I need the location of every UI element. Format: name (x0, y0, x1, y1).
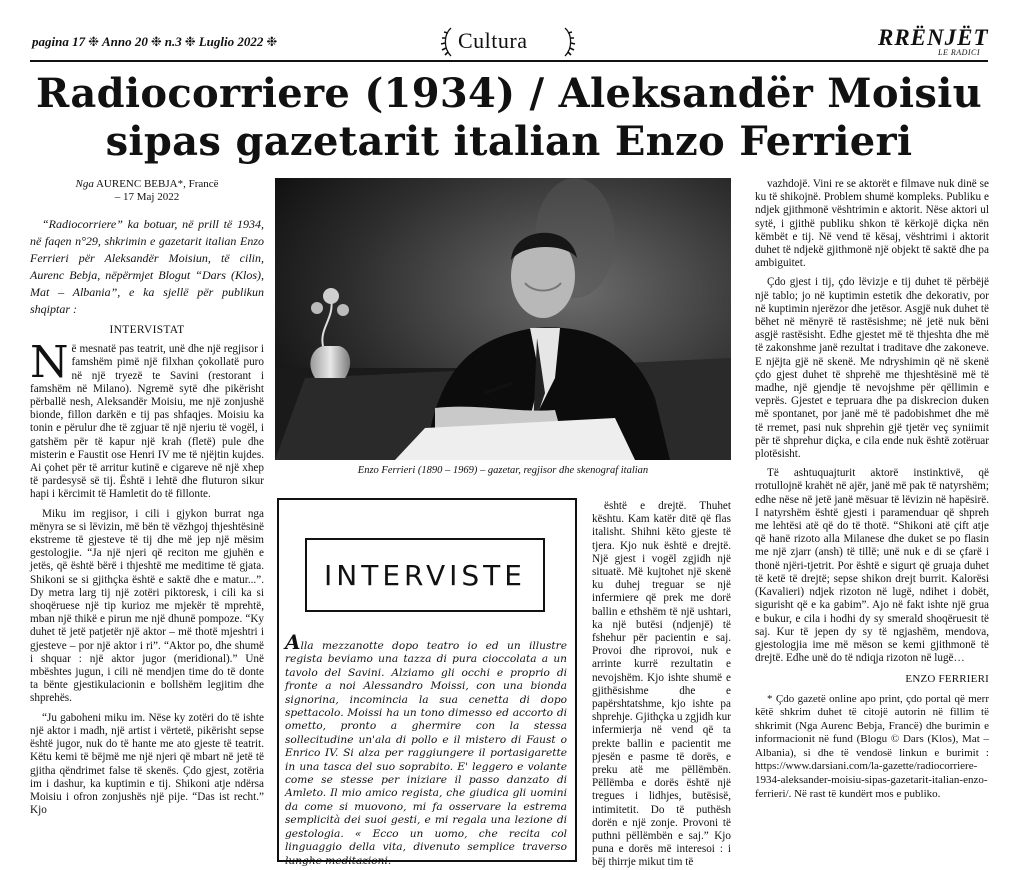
separator-glyph: ❉ (150, 34, 162, 49)
drop-cap: N (30, 337, 69, 389)
laurel-right-icon (562, 26, 576, 58)
year: Anno 20 (102, 34, 148, 49)
clipping-title: INTERVISTE (324, 558, 526, 592)
paragraph: Miku im regjisor, i cili i gjykon burrat nga mënyra se si lëvizin, më bën të vëzhgoj thjeshtësinë ekstreme të gjesteve të tij dhe më jep një mësim gestologjie. “Ja një njeri që reciton me gjuhën e jetës, që është bërë i thjeshtë me meditime të gjata. Shikoni se si gjithçka është e saktë dhe e matur...”. Dy metra larg tij një zotëri piktoresk, i cili ka si shoqëruese një tip kurioz me mjekër të mprehtë, mban një thikë e pirun me një dhunë pompoze. “Ky duhet të jetë patjetër një aktor – më thotë mjeshtri i gjesteve – por një aktor i ri”. “Aktor po, dhe shumë i shquar : një aktor jugor (meridional).” Unë mbështes jugun, i cili në mendjen time do të donte ta bënte gjestikulacionin e bollshëm legjitim dhe shprehës. (30, 507, 264, 705)
byline-author: AURENC BEBJA*, Francë (95, 178, 219, 190)
section-subhead: INTERVISTAT (109, 324, 185, 336)
paragraph: Të ashtuquajturit aktorë instinktivë, që rrotullojnë krahët në ajër, janë më pak të natyrshëm; edhe nëse në jetë janë mësuar të lëvizin në hapësirë. I natyrshëm është gjesti i paramenduar që shpreh me lehtësi atë që do të thotë. “Shikoni atë çift atje që hanë rizoto alla Milanese dhe duket se po flasin me një zjarr (ansh) të tillë; unë nuk e di se çfarë i thonë njëri-tjetrit. Por është e sigurt që gruaja duhet të ketë të drejtë; sepse shikon drejt burrit. Kalorësi (Kavalieri) ndjek rizoton në lugë, ndihet i dobët, sigurisht që e ka gabim”. Ajo në fakt ishte një grua e bukur, e cila i hodhi dy sy smerald shoqëruesit të saj. Kur të jepen dy sy të ngjashëm, mendova, gjestologjia ime më mëson se kemi gjithmonë të drejtë. Edhe unë do të ndiqja rizoton në lugë… (755, 467, 989, 665)
copyright-footnote: * Çdo gazetë online apo print, çdo portal që merr këtë shkrim duhet të citojë autorin në fillim të shkrimit (Nga Aurenc Bebja, Francë) dhe burimin e informacionit në fund (Blogu © Dars (Klos), Mat – Albania), si dhe të vendosë linkun e burimit : https://www.darsiani.com/la-gazette/radiocorriere-1934-aleksander-moisiu-sipas-gazetarit-italian-enzo-ferrieri/. Në rast të kundërt mos e publiko. (755, 692, 989, 800)
paragraph: vazhdojë. Vini re se aktorët e filmave nuk dinë se ku të shikojnë. Problem shumë kompleks. Publiku e ndjek gjithmonë vështrimin e aktorit. Nëse aktori ul sytë, i gjithë publiku shkon të kërkojë diçka nën këmbët e tij. Në vend të kësaj, vështrimi i aktorit duhet të ndjekë gjithmonë një objekt të saktë dhe pa ambiguitet. (755, 178, 989, 270)
separator-glyph: ❉ (266, 34, 278, 49)
clipping-body: lla mezzanotte dopo teatro io ed un illustre regista beviamo una tazza di pura cioccolata a un tavolo del Savini. Alziamo gli occhi e proprio di fronte a noi Alessandro Moissi, con una bionda signorina, incomincia la sua cenetta di dopo spettacolo. Moissi ha un tono dimesso ed accorto di ometto, pronto a ghermire con la stessa sollecitudine un'ala di pollo e il mistero di Faust o Enrico IV. Si alza per raggiungere il portasigarette in una tasca del suo soprabito. E' leggero e volante come se stesse per iniziare il passo danzato di Amleto. Il mio amico regista, che giudica gli uomini da come si muovono, mi fa osservare la estrema semplicità dei suoi gesti, e mi regala una lezione di gestologia. « Ecco un uomo, che recita col linguaggio della vita, divenuto semplice traverso lunghe meditazioni. (285, 640, 567, 867)
article-headline (30, 70, 988, 166)
byline (30, 178, 264, 204)
separator-glyph: ❉ (88, 34, 99, 49)
paragraph: “Ju gaboheni miku im. Nëse ky zotëri do të ishte një aktor i madh, një artist i vërtetë, pikërisht sepse është jugor, nuk do të hante me ato gjeste të teatrit. Këtu kemi të bëjmë me një njeri që mbart në jetë të gjitha qëndrimet false të skenës. Çdo gjest, zotëria im i dashur, ka kuptimin e tij. Shikoni atje ndërsa Moisiu i ofron zonjushës një pije. “Das ist recht.” Kjo (30, 711, 264, 817)
author-signature: ENZO FERRIERI (905, 673, 989, 686)
headline-line-1: Radiocorriere (1934) / Aleksandër Moisiu (35, 70, 983, 117)
laurel-left-icon (440, 26, 454, 58)
clipping-text (285, 630, 567, 868)
newspaper-clipping (275, 496, 579, 867)
clipping-drop-cap: A (285, 630, 301, 654)
issue-info (32, 34, 280, 50)
publication-logo (878, 26, 990, 60)
portrait-photo (275, 178, 731, 460)
paragraph (30, 337, 264, 501)
article-intro: “Radiocorriere” ka botuar, në prill të 1934, në faqen n°29, shkrimin e gazetarit italian Enzo Ferrieri për Aleksandër Moisiun, të cilin, Aurenc Bebja, nëpërmjet Blogut “Dars (Klos), Mat – Albania”, e ka sjellë për publikun shqiptar : (30, 217, 264, 316)
column-4 (755, 178, 989, 807)
photo-caption: Enzo Ferrieri (1890 – 1969) – gazetar, regjisor dhe skenograf italian (357, 465, 649, 476)
logo-subtitle: LE RADICI (938, 48, 981, 57)
byline-prefix: Nga (75, 178, 94, 190)
paragraph: Çdo gjest i tij, çdo lëvizje e tij duhet të përbëjë një tablo; jo në kuptimin estetik dhe dekorativ, por në kuptimin njerëzor dhe jetësor. Asgjë nuk duhet të bëhet në mënyrë të rastësishme; në jetë nuk bëni asgjë rastësisht. Edhe gjestet më të thjeshta dhe më të zakonshme janë rezultat i traditave dhe zakoneve. E njëjta gjë në skenë. Me ndryshimin që në skenë çdo gjest duhet të shprehë me thjeshtësinë më të madhe, një gjendje të nevojshme për qëllimin e veprës. Gjestet e tepruara dhe pa diskrecion duken më spontanet, por janë më të padobishmet dhe më të rremet, pasi nuk shprehin gjë tjetër veç syniimit për të shprehur diçka, e cila ende nuk është zotëruar plotësisht. (755, 276, 989, 461)
column-1 (30, 178, 264, 823)
page-number: pagina 17 (32, 34, 86, 49)
section-title: Cultura (458, 28, 528, 53)
paragraph-text: ë mesnatë pas teatrit, unë dhe një regjisor i famshëm pimë një filxhan çokollatë puro në një tryezë te Savini (restorant i famshëm në Milano). Ngremë sytë dhe pikërisht përballë nesh, Aleksandër Moisiu, me një zonjushë bionde, fillon darkën e tij pas shfaqjes. Moisiu ka tonin e përulur dhe të zgjuar të një njeriu të vogël, i gatshëm për të kapur një krah (fletë) pule dhe misterin e Faustit ose Henri IV me të njëjtin kujdes. Ai çohet për të arritur kutinë e cigareve në një xhep të pardesysë së tij. Është i lehtë dhe fluturon sikur hapi i kërcimit të Hamletit do të fillonte. (30, 343, 264, 501)
column-3 (592, 500, 731, 870)
header-rule (30, 60, 988, 62)
issue-date: Luglio 2022 (198, 34, 264, 49)
paragraph: është e drejtë. Thuhet kështu. Kam katër ditë që flas italisht. Shihni këto gjeste të tjera. Kjo nuk është e drejtë. Një gjest i vogël zgjidh një situatë. Më kujtohet një skenë ku duhej treguar se një infermiere që prek me dorë ballin e ethshëm të një ushtari, ka një butësi (ndjenjë) të fshehur për pacientin e saj. Provoi dhe riprovoi, nuk e arrinte kurrë rezultatin e nevojshëm. Kjo ishte shumë e gjithësishme dhe e papërshtatshme, kjo ishte pa shprehje. Gjithçka u zgjidh kur infermierja në vend që ta prekte ballin e pacientit me pjesën e pasme të dorës, e preku atë me pëllëmbën. Pëllëmba e dorës është një tregues i lidhjes, butësisë, intimitetit. Do të puthësh dorën e një zonje. Provoni të puthni pëllëmbën e saj.” Kjo puna e dorës më interesoi : i bëj thirrje mikut tim të (592, 500, 731, 869)
clipping-title-box (305, 538, 545, 612)
separator-glyph: ❉ (184, 34, 196, 49)
page-header (0, 0, 1017, 62)
issue-number: n.3 (164, 34, 182, 49)
section-label (440, 24, 576, 58)
byline-date: – 17 Maj 2022 (114, 191, 180, 203)
logo-text: RRËNJËT (878, 25, 989, 50)
headline-line-2: sipas gazetarit italian Enzo Ferrieri (105, 118, 913, 165)
